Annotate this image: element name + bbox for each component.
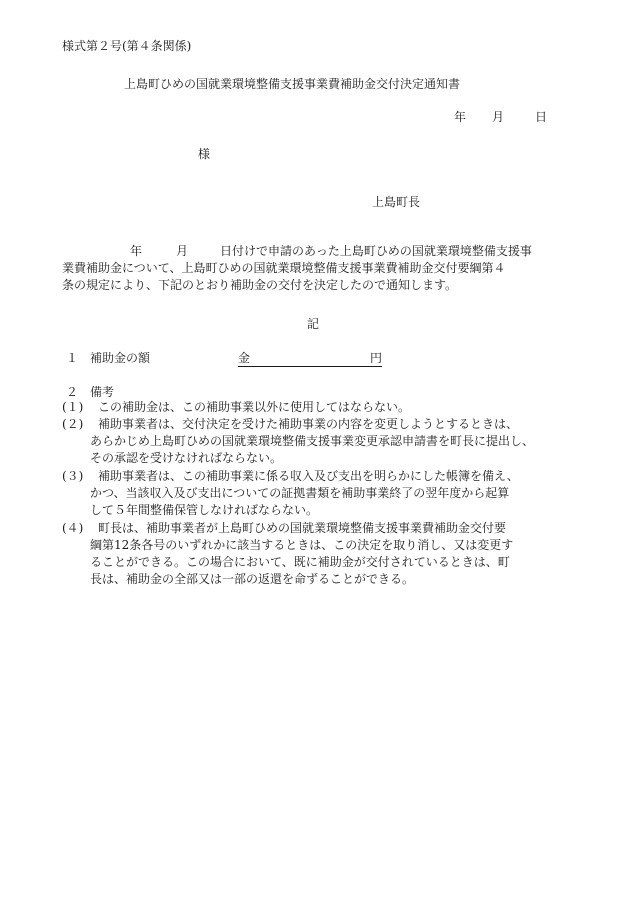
- document-title: 上島町ひめの国就業環境整備支援事業費補助金交付決定通知書: [124, 77, 461, 91]
- item2-label: 備考: [90, 385, 115, 399]
- note-line: 補助事業者は、この補助事業に係る収入及び支出を明らかにした帳簿を備え、: [98, 469, 519, 483]
- body-line-2: 業費補助金について、上島町ひめの国就業環境整備支援事業費補助金交付要綱第４: [62, 261, 506, 275]
- note-item: [62, 520, 602, 588]
- body-month: 月: [176, 244, 189, 258]
- body-year: 年: [130, 244, 143, 258]
- note-line: して５年間整備保管しなければならない。: [90, 503, 319, 517]
- amount-suffix: 円: [369, 351, 382, 365]
- note-line: 長は、補助金の全部又は一部の返還を命ずることができる。: [90, 572, 415, 586]
- note-number: (１): [62, 400, 84, 414]
- item2-number: ２: [66, 385, 79, 399]
- addressee-suffix: 様: [198, 147, 211, 161]
- note-number: (３): [62, 469, 84, 483]
- date-day: 日: [535, 110, 548, 124]
- note-number: (２): [62, 417, 84, 431]
- date-month: 月: [492, 110, 505, 124]
- item1-number: １: [66, 351, 79, 365]
- item1-label: 補助金の額: [90, 351, 151, 365]
- note-item: [62, 468, 602, 519]
- note-line: 町長は、補助事業者が上島町ひめの国就業環境整備支援事業費補助金交付要: [98, 521, 507, 535]
- note-line: あらかじめ上島町ひめの国就業環境整備支援事業変更承認申請書を町長に提出し、: [90, 434, 535, 448]
- amount-field: [238, 350, 382, 367]
- note-line: かつ、当該収入及び支出についての証拠書類を補助事業終了の翌年度から起算: [90, 486, 510, 500]
- body-line-3: 条の規定により、下記のとおり補助金の交付を決定したので通知します。: [62, 278, 458, 292]
- body-line-1-rest: 日付けで申請のあった上島町ひめの国就業環境整備支援事: [220, 244, 532, 258]
- note-item: [62, 399, 602, 416]
- note-line: この補助金は、この補助事業以外に使用してはならない。: [98, 400, 411, 414]
- note-item: [62, 416, 602, 467]
- note-line: 綱第12条各号のいずれかに該当するときは、この決定を取り消し、又は変更す: [90, 538, 514, 552]
- note-line: その承認を受けなければならない。: [90, 451, 283, 465]
- note-number: (４): [62, 521, 84, 535]
- date-year: 年: [454, 110, 467, 124]
- body-paragraph: [62, 243, 532, 294]
- note-line: 補助事業者は、交付決定を受けた補助事業の内容を変更しようとするときは、: [98, 417, 519, 431]
- form-label: 様式第２号(第４条関係): [62, 39, 192, 53]
- ki-heading: 記: [307, 317, 320, 331]
- note-line: ることができる。この場合において、既に補助金が交付されているときは、町: [90, 555, 510, 569]
- body-line-1: [62, 243, 532, 260]
- amount-prefix: 金: [238, 351, 251, 365]
- issuer-name: 上島町長: [372, 195, 421, 209]
